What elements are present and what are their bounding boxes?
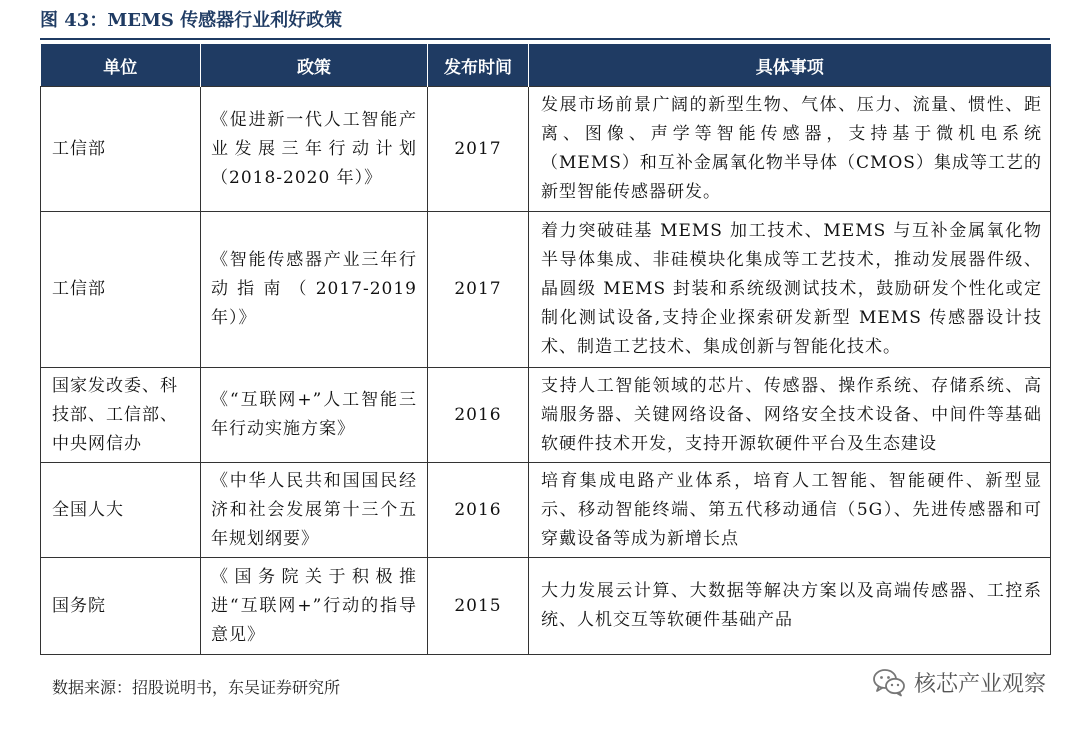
wechat-icon	[872, 667, 906, 697]
header-unit: 单位	[41, 44, 201, 87]
header-date: 发布时间	[428, 44, 529, 87]
cell-unit: 国务院	[41, 558, 201, 655]
cell-detail: 培育集成电路产业体系，培育人工智能、智能硬件、新型显示、移动智能终端、第五代移动通信（5G）、先进传感器和可穿戴设备等成为新增长点	[529, 463, 1051, 558]
cell-detail: 发展市场前景广阔的新型生物、气体、压力、流量、惯性、距离、图像、声学等智能传感器，支持基于微机电系统（MEMS）和互补金属氧化物半导体（CMOS）集成等工艺的新型智能传感器研发。	[529, 87, 1051, 212]
watermark-text: 核芯产业观察	[913, 671, 1046, 697]
figure-title: 图 43：MEMS 传感器行业利好政策	[40, 10, 343, 31]
cell-unit: 国家发改委、科技部、工信部、中央网信办	[41, 368, 201, 463]
cell-policy: 《智能传感器产业三年行动指南（2017-2019 年）》	[201, 212, 428, 368]
cell-date: 2015	[428, 558, 529, 655]
cell-date: 2017	[428, 212, 529, 368]
table-row	[41, 463, 1051, 558]
cell-unit: 全国人大	[41, 463, 201, 558]
cell-detail: 大力发展云计算、大数据等解决方案以及高端传感器、工控系统、人机交互等软硬件基础产品	[529, 558, 1051, 655]
cell-date: 2016	[428, 463, 529, 558]
cell-detail: 支持人工智能领域的芯片、传感器、操作系统、存储系统、高端服务器、关键网络设备、网络安全技术设备、中间件等基础软硬件技术开发，支持开源软硬件平台及生态建设	[529, 368, 1051, 463]
cell-unit: 工信部	[41, 212, 201, 368]
cell-policy: 《中华人民共和国国民经济和社会发展第十三个五年规划纲要》	[201, 463, 428, 558]
table-row	[41, 212, 1051, 368]
cell-date: 2016	[428, 368, 529, 463]
cell-date: 2017	[428, 87, 529, 212]
table-row	[41, 368, 1051, 463]
cell-policy: 《国务院关于积极推进“互联网+”行动的指导意见》	[201, 558, 428, 655]
table-header-row	[41, 44, 1051, 87]
table-row	[41, 558, 1051, 655]
watermark	[872, 664, 1046, 700]
source-note: 数据来源：招股说明书，东吴证券研究所	[52, 678, 341, 697]
table-row	[41, 87, 1051, 212]
title-rule	[40, 38, 1050, 40]
cell-detail: 着力突破硅基 MEMS 加工技术、MEMS 与互补金属氧化物半导体集成、非硅模块化集成等工艺技术，推动发展器件级、晶圆级 MEMS 封装和系统级测试技术，鼓励研发个性化或定制化测试设备,支持企业探索研发新型 MEMS 传感器设计技术、制造工艺技术、集成创新与智能化技术。	[529, 212, 1051, 368]
cell-unit: 工信部	[41, 87, 201, 212]
cell-policy: 《促进新一代人工智能产业发展三年行动计划（2018-2020 年）》	[201, 87, 428, 212]
policy-table	[40, 44, 1051, 655]
cell-policy: 《“互联网+”人工智能三年行动实施方案》	[201, 368, 428, 463]
header-detail: 具体事项	[529, 44, 1051, 87]
header-policy: 政策	[201, 44, 428, 87]
